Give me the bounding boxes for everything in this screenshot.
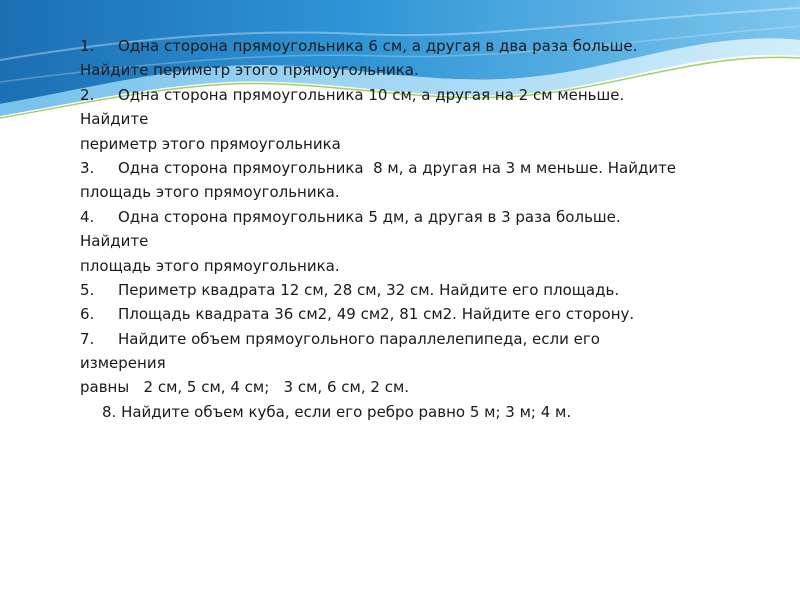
problem-4-number: 4. [80, 207, 95, 226]
problem-7-line-1: 7. Найдите объем прямоугольного параллелепипеда, если его [80, 327, 760, 351]
problem-2-line-2: Найдите [80, 110, 149, 129]
problem-7-line-3: равны 2 см, 5 см, 4 см; 3 см, 6 см, 2 см. [80, 378, 410, 397]
problem-3-line-1: 3. Одна сторона прямоугольника 8 м, а другая на 3 м меньше. Найдите [80, 156, 760, 180]
problem-3-line-2: площадь этого прямоугольника. [80, 183, 340, 202]
problem-3-number: 3. [80, 158, 95, 177]
problem-4-line-2: Найдите [80, 232, 149, 251]
problem-5-line-1: 5. Периметр квадрата 12 см, 28 см, 32 см. Найдите его площадь. [80, 278, 760, 302]
problem-4-line-1: 4. Одна сторона прямоугольника 5 дм, а другая в 3 раза больше. [80, 205, 760, 229]
problem-1-line-1: 1. Одна сторона прямоугольника 6 см, а другая в два раза больше. [80, 34, 760, 58]
problem-7-number: 7. [80, 329, 95, 348]
task-list [80, 34, 760, 424]
problem-7-line-2: измерения [80, 354, 166, 373]
problem-2-line-1: 2. Одна сторона прямоугольника 10 см, а другая на 2 см меньше. [80, 83, 760, 107]
problem-4-line-3: площадь этого прямоугольника. [80, 256, 340, 275]
problem-6-line-1: 6. Площадь квадрата 36 см2, 49 см2, 81 см2. Найдите его сторону. [80, 302, 760, 326]
problem-1-number: 1. [80, 37, 95, 55]
problem-1-line-2: Найдите периметр этого прямоугольника. [80, 61, 419, 80]
problem-5-number: 5. [80, 280, 95, 299]
problem-6-number: 6. [80, 305, 95, 324]
problem-2-number: 2. [80, 85, 95, 104]
problem-8-line-1: 8. Найдите объем куба, если его ребро равно 5 м; 3 м; 4 м. [102, 402, 572, 421]
problem-2-line-3: периметр этого прямоугольника [80, 134, 341, 153]
